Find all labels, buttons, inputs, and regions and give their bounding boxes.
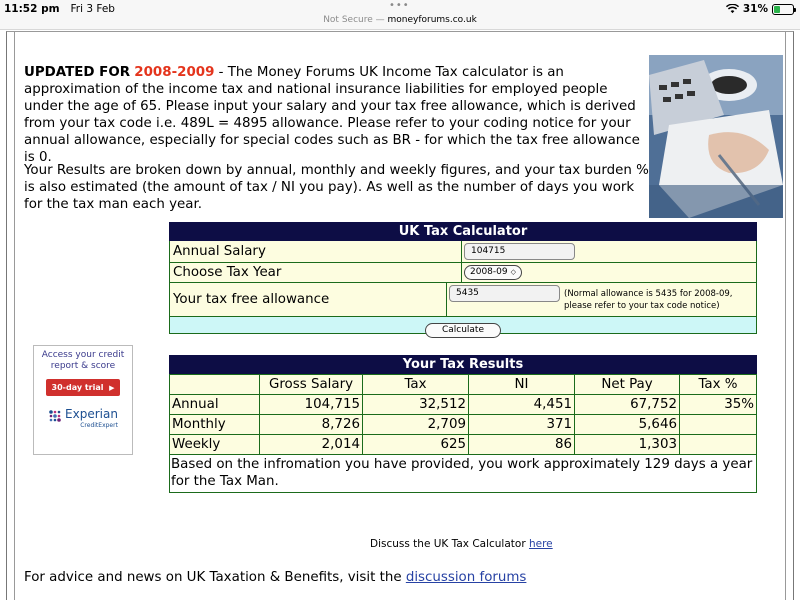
not-secure-label: Not Secure — xyxy=(323,15,388,25)
allowance-note: (Normal allowance is 5435 for 2008-09, please refer to your tax code notice) xyxy=(564,288,733,311)
col-header: NI xyxy=(469,375,575,395)
updated-heading: UPDATED FOR xyxy=(24,65,131,80)
row-label: Annual xyxy=(170,395,260,415)
status-time: 11:52 pm Fri 3 Feb xyxy=(4,3,115,15)
net-cell: 5,646 xyxy=(575,415,680,435)
pct-cell xyxy=(680,435,757,455)
gross-cell: 2,014 xyxy=(260,435,363,455)
status-right xyxy=(726,3,794,15)
tax-results xyxy=(169,355,757,493)
col-header: Tax % xyxy=(680,375,757,395)
intro-body: - The Money Forums UK Income Tax calculator is an approximation of the income tax and national insurance liabilities for employed people under the age of 65. Please input your salary and your tax free allowance, which is derived from your tax code i.e. 489L = 4895 allowance. Please refer to your coding notice for your annual allowance, especially for special codes such as BR - for which the tax free allowance is 0. xyxy=(24,65,640,165)
address-bar[interactable] xyxy=(0,15,800,25)
allowance-label: Your tax free allowance xyxy=(170,283,447,316)
ni-cell: 371 xyxy=(469,415,575,435)
select-chevron-icon: ◇ xyxy=(510,268,516,276)
experian-dots-icon xyxy=(48,409,62,423)
row-label: Monthly xyxy=(170,415,260,435)
discuss-here-link[interactable]: here xyxy=(528,538,553,550)
col-header: Net Pay xyxy=(575,375,680,395)
table-row xyxy=(170,435,757,455)
tax-year-row xyxy=(169,263,757,283)
col-header: Gross Salary xyxy=(260,375,363,395)
ni-cell: 86 xyxy=(469,435,575,455)
salary-input[interactable]: 104715 xyxy=(464,243,575,260)
intro-paragraph xyxy=(24,64,644,166)
experian-sub: CreditExpert xyxy=(80,422,118,429)
col-header: Tax xyxy=(363,375,469,395)
advice-text: For advice and news on UK Taxation & Benefits, visit the xyxy=(24,570,406,585)
net-cell: 67,752 xyxy=(575,395,680,415)
tax-cell: 32,512 xyxy=(363,395,469,415)
updated-year: 2008-2009 xyxy=(134,65,215,80)
results-header-row xyxy=(170,375,757,395)
trial-button[interactable]: 30-day trial ▶ xyxy=(46,379,121,396)
calculate-row xyxy=(169,317,757,334)
allowance-row xyxy=(169,283,757,317)
battery-percent: 31% xyxy=(742,3,768,15)
experian-logo xyxy=(34,403,132,429)
tax-cell: 2,709 xyxy=(363,415,469,435)
discussion-forums-link[interactable]: discussion forums xyxy=(405,570,527,585)
url-host: moneyforums.co.uk xyxy=(387,15,477,25)
pct-cell xyxy=(680,415,757,435)
ni-cell: 4,451 xyxy=(469,395,575,415)
gross-cell: 8,726 xyxy=(260,415,363,435)
ios-status-bar xyxy=(0,0,800,30)
allowance-input[interactable]: 5435 xyxy=(449,285,560,302)
results-summary: Based on the infromation you have provided, you work approximately 129 days a year for the Tax Man. xyxy=(169,455,757,493)
ad-text: Access your credit report & score xyxy=(41,350,125,371)
discuss-text: Discuss the UK Tax Calculator xyxy=(370,538,529,550)
salary-row xyxy=(169,241,757,263)
pct-cell: 35% xyxy=(680,395,757,415)
calculator-photo xyxy=(649,55,783,218)
net-cell: 1,303 xyxy=(575,435,680,455)
table-row xyxy=(170,395,757,415)
experian-brand: Experian xyxy=(65,407,118,421)
results-table xyxy=(169,374,757,455)
results-title: Your Tax Results xyxy=(169,355,757,374)
wifi-icon xyxy=(726,4,739,14)
discuss-line xyxy=(370,538,553,550)
advice-line xyxy=(24,570,526,585)
tax-year-value: 2008-09 xyxy=(470,267,508,277)
row-label: Weekly xyxy=(170,435,260,455)
col-header xyxy=(170,375,260,395)
multitask-dots-icon[interactable]: ••• xyxy=(389,0,410,11)
gross-cell: 104,715 xyxy=(260,395,363,415)
calculator-hand-image xyxy=(649,55,783,218)
calculate-button[interactable]: Calculate xyxy=(425,323,501,338)
salary-label: Annual Salary xyxy=(170,241,462,262)
battery-icon xyxy=(772,4,794,15)
results-description: Your Results are broken down by annual, monthly and weekly figures, and your tax burden % is also estimated (the amount of tax / NI you pay). As well as the number of days you work for the tax man each year. xyxy=(24,163,649,212)
play-icon: ▶ xyxy=(109,384,115,392)
experian-ad[interactable] xyxy=(33,345,133,455)
calculator-title: UK Tax Calculator xyxy=(169,222,757,241)
tax-calculator-form xyxy=(169,222,757,334)
table-row xyxy=(170,415,757,435)
tax-year-select[interactable] xyxy=(464,265,522,280)
tax-cell: 625 xyxy=(363,435,469,455)
tax-year-label: Choose Tax Year xyxy=(170,263,462,282)
